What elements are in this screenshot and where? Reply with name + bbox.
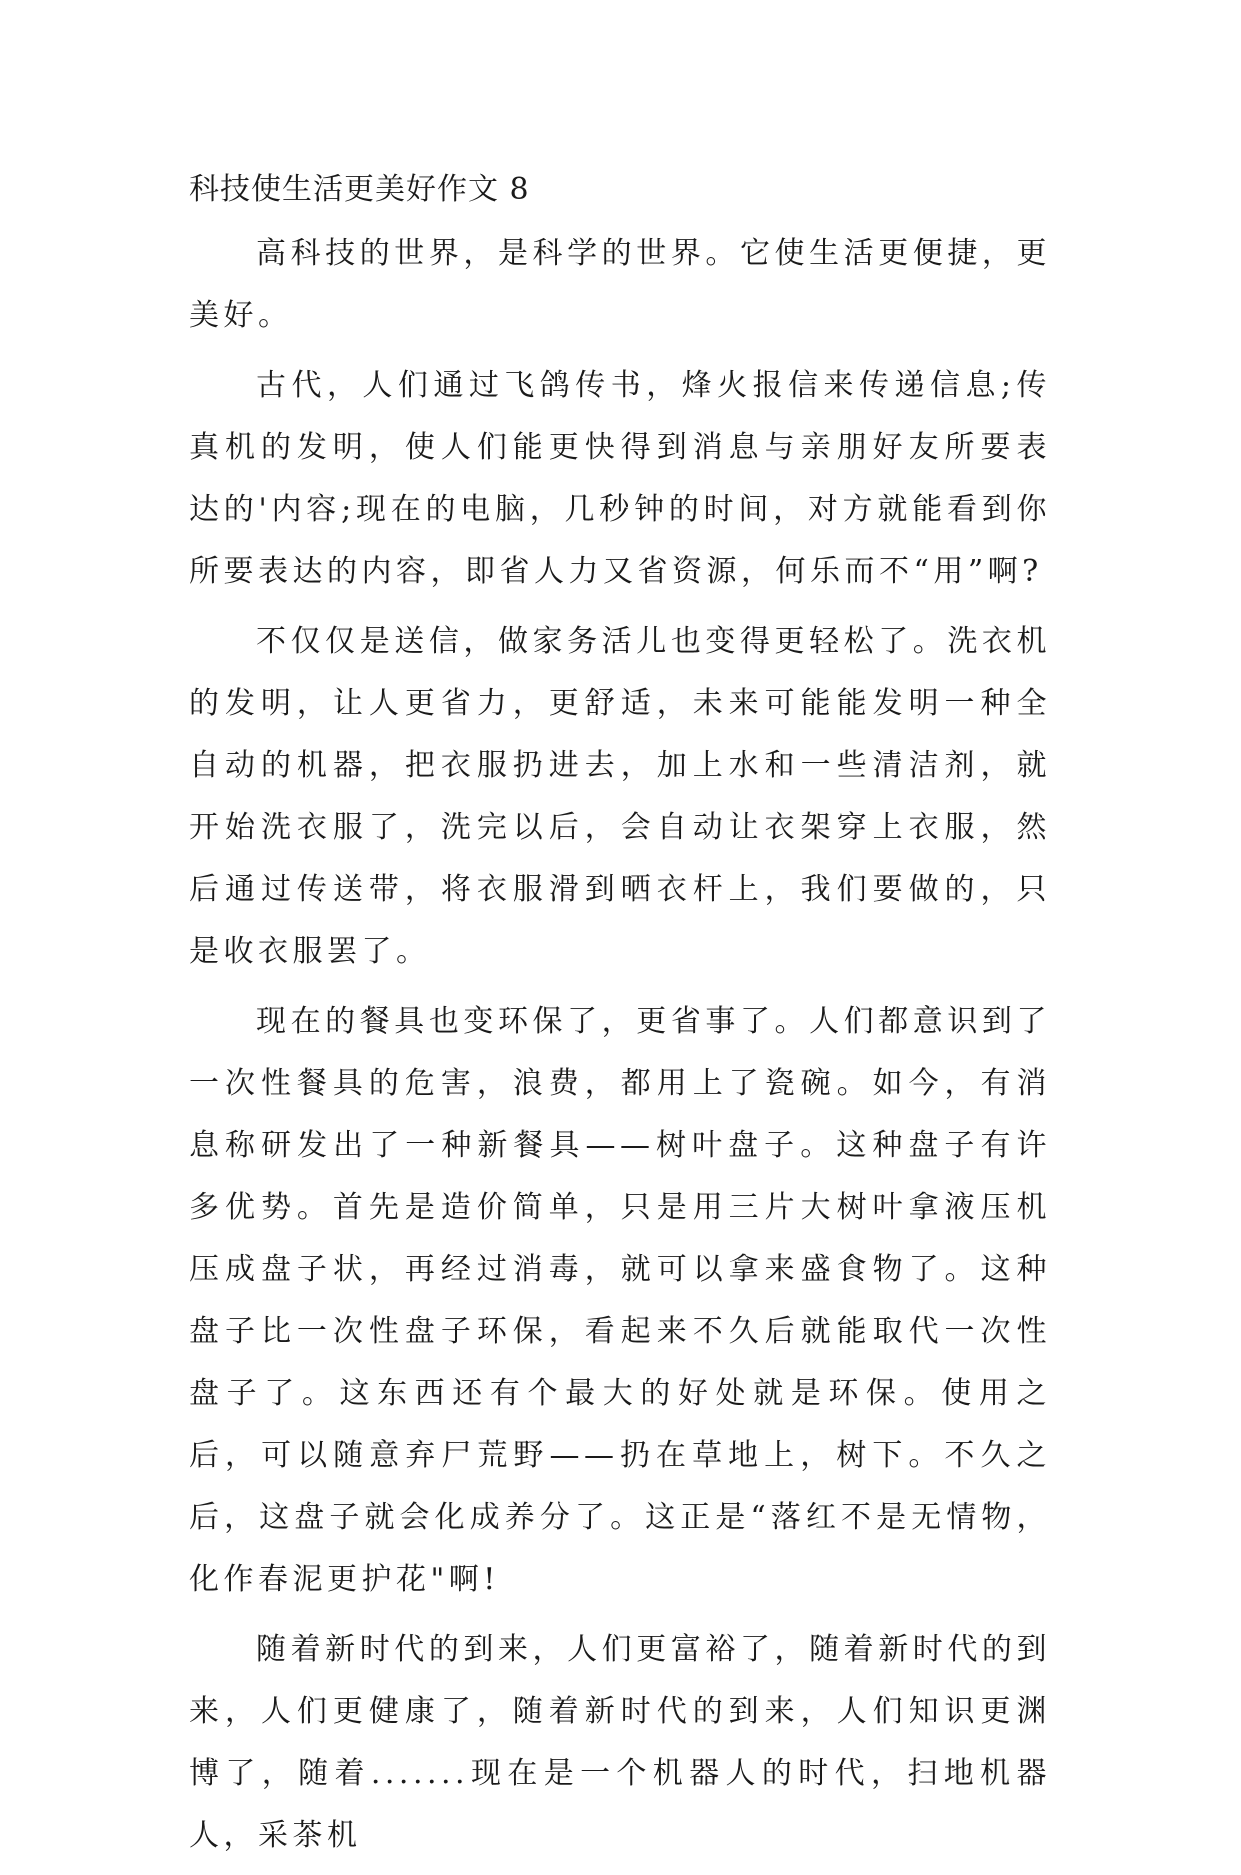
- document-title: 科技使生活更美好作文 8: [189, 172, 530, 207]
- paragraph-housework: 不仅仅是送信，做家务活儿也变得更轻松了。洗衣机的发明，让人更省力，更舒适，未来可能能发明一种全自动的机器，把衣服扔进去，加上水和一些清洁剂，就开始洗衣服了，洗完以后，会自动让衣架穿上衣服，然后通过传送带，将衣服滑到晒衣杆上，我们要做的，只是收衣服罢了。: [189, 624, 1051, 969]
- paragraph-communication: 古代，人们通过飞鸽传书，烽火报信来传递信息;传真机的发明，使人们能更快得到消息与亲朋好友所要表达的'内容;现在的电脑，几秒钟的时间，对方就能看到你所要表达的内容，即省人力又省资源，何乐而不“用”啊?: [189, 368, 1051, 589]
- document-page: [189, 160, 1051, 1875]
- paragraph-intro: 高科技的世界，是科学的世界。它使生活更便捷，更美好。: [189, 236, 1051, 333]
- paragraph-tableware: 现在的餐具也变环保了，更省事了。人们都意识到了一次性餐具的危害，浪费，都用上了瓷碗。如今，有消息称研发出了一种新餐具——树叶盘子。这种盘子有许多优势。首先是造价简单，只是用三片大树叶拿液压机压成盘子状，再经过消毒，就可以拿来盛食物了。这种盘子比一次性盘子环保，看起来不久后就能取代一次性盘子了。这东西还有个最大的好处就是环保。使用之后，可以随意弃尸荒野——扔在草地上，树下。不久之后，这盘子就会化成养分了。这正是“落红不是无情物，化作春泥更护花"啊!: [189, 1004, 1051, 1597]
- paragraph-new-era: 随着新时代的到来，人们更富裕了，随着新时代的到来，人们更健康了，随着新时代的到来，人们知识更渊博了，随着.......现在是一个机器人的时代，扫地机器人，采茶机: [189, 1632, 1051, 1853]
